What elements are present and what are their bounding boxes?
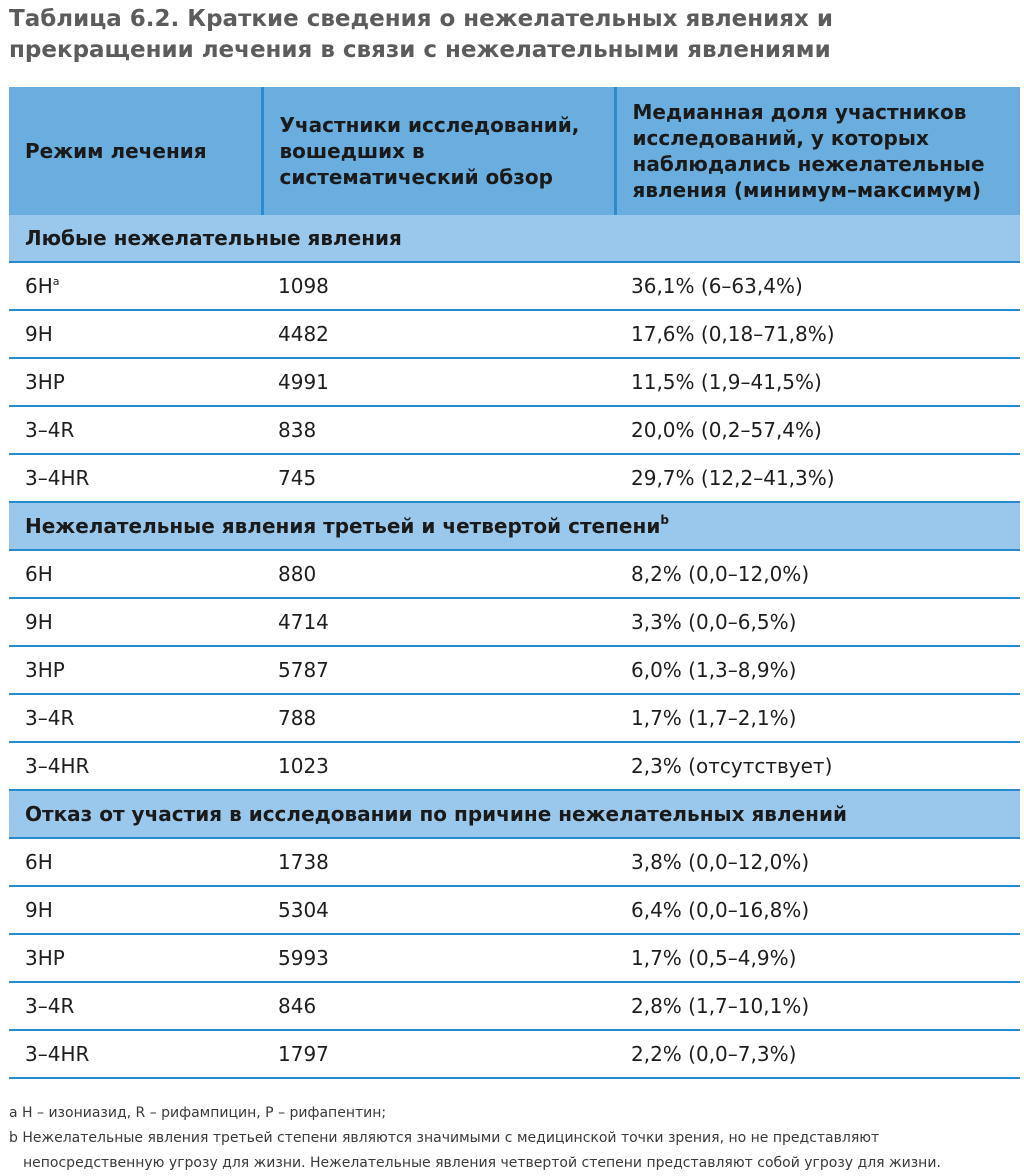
cell-participants: 838: [262, 406, 615, 454]
table-row: [9, 358, 1020, 406]
cell-median: 1,7% (0,5–4,9%): [615, 934, 1020, 982]
table-row: [9, 310, 1020, 358]
table-row: [9, 694, 1020, 742]
cell-median: 29,7% (12,2–41,3%): [615, 454, 1020, 502]
adverse-events-table: [9, 87, 1020, 1079]
table-row: [9, 934, 1020, 982]
section-header: [9, 790, 1020, 838]
cell-median: 36,1% (6–63,4%): [615, 262, 1020, 310]
cell-participants: 4991: [262, 358, 615, 406]
cell-participants: 1023: [262, 742, 615, 790]
cell-participants: 1797: [262, 1030, 615, 1078]
footnote-marker: a: [52, 275, 60, 288]
cell-participants: 788: [262, 694, 615, 742]
cell-regimen: 3HP: [9, 934, 262, 982]
footnote-b: b Нежелательные явления третьей степени являются значимыми с медицинской точки зрения, но не представляют непосредственную угрозу для жизни. Нежелательные явления четвертой степени представляют собой угрозу для жизни.: [9, 1130, 941, 1171]
cell-participants: 4714: [262, 598, 615, 646]
cell-regimen: 3HP: [9, 358, 262, 406]
cell-regimen: 9H: [9, 598, 262, 646]
cell-participants: 1098: [262, 262, 615, 310]
cell-median: 2,2% (0,0–7,3%): [615, 1030, 1020, 1078]
table-row: [9, 742, 1020, 790]
cell-regimen: 9H: [9, 310, 262, 358]
section-title: Нежелательные явления третьей и четвертой степени$^b$: [9, 502, 1020, 550]
header-row: [9, 87, 1020, 215]
table-row: [9, 454, 1020, 502]
cell-median: 6,4% (0,0–16,8%): [615, 886, 1020, 934]
footnote-a: a H – изониазид, R – рифампицин, P – рифапентин;: [9, 1105, 387, 1121]
cell-median: 1,7% (1,7–2,1%): [615, 694, 1020, 742]
cell-median: 20,0% (0,2–57,4%): [615, 406, 1020, 454]
table-title: Таблица 6.2. Краткие сведения о нежелательных явлениях и прекращении лечения в связи с нежелательными явлениями: [9, 6, 833, 63]
section-title: Отказ от участия в исследовании по причине нежелательных явлений: [9, 790, 1020, 838]
section-header: [9, 215, 1020, 262]
cell-median: 2,8% (1,7–10,1%): [615, 982, 1020, 1030]
cell-regimen: 3–4R: [9, 406, 262, 454]
cell-regimen: 3HP: [9, 646, 262, 694]
cell-regimen: 3–4R: [9, 982, 262, 1030]
section-header: [9, 502, 1020, 550]
table-row: [9, 982, 1020, 1030]
cell-participants: 5993: [262, 934, 615, 982]
table-row: [9, 598, 1020, 646]
cell-participants: 745: [262, 454, 615, 502]
header-median-share: Медианная доля участников исследований, у которых наблюдались нежелательные явления (минимум–максимум): [615, 87, 1020, 215]
table-row: [9, 1030, 1020, 1078]
section-title: Любые нежелательные явления: [9, 215, 1020, 262]
cell-median: 2,3% (отсутствует): [615, 742, 1020, 790]
cell-regimen: 3–4R: [9, 694, 262, 742]
cell-median: 6,0% (1,3–8,9%): [615, 646, 1020, 694]
header-regimen: Режим лечения: [9, 87, 262, 215]
cell-median: 3,3% (0,0–6,5%): [615, 598, 1020, 646]
footnote-marker: b: [660, 513, 669, 527]
cell-median: 17,6% (0,18–71,8%): [615, 310, 1020, 358]
cell-regimen: 3–4HR: [9, 742, 262, 790]
cell-regimen: 6H: [9, 550, 262, 598]
cell-regimen: 6H: [9, 838, 262, 886]
cell-regimen: 9H: [9, 886, 262, 934]
header-participants: Участники исследований, вошедших в систематический обзор: [262, 87, 615, 215]
cell-participants: 846: [262, 982, 615, 1030]
footnotes: [9, 1101, 1021, 1176]
cell-regimen: $6H^a$: [9, 262, 262, 310]
cell-participants: 1738: [262, 838, 615, 886]
table-row: [9, 406, 1020, 454]
cell-participants: 5304: [262, 886, 615, 934]
table-row: [9, 838, 1020, 886]
cell-participants: 4482: [262, 310, 615, 358]
table-row: [9, 646, 1020, 694]
cell-median: 8,2% (0,0–12,0%): [615, 550, 1020, 598]
table-row: [9, 550, 1020, 598]
table-row: [9, 262, 1020, 310]
table-row: [9, 886, 1020, 934]
cell-median: 3,8% (0,0–12,0%): [615, 838, 1020, 886]
cell-regimen: 3–4HR: [9, 1030, 262, 1078]
cell-participants: 880: [262, 550, 615, 598]
cell-regimen: 3–4HR: [9, 454, 262, 502]
cell-median: 11,5% (1,9–41,5%): [615, 358, 1020, 406]
cell-participants: 5787: [262, 646, 615, 694]
